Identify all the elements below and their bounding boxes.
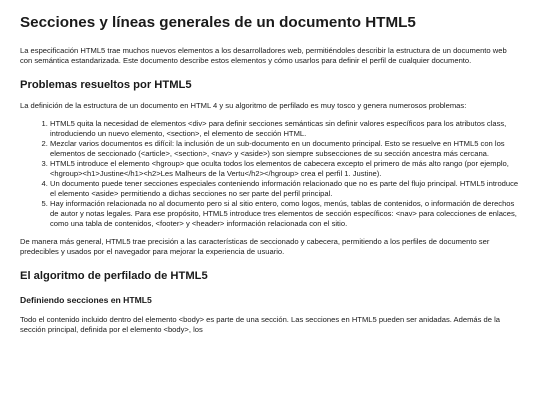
list-item: 5. Hay información relacionada no al documento pero si al sitio entero, como logos, menús, tablas de contenidos, o información de derechos de autor y notas legales. Para ese propósito, HTML5 introduce tres elementos de sección específicos: <nav> para colecciones de enlaces, como una tabla de contenidos, <footer> y <header> información relacionada con el sitio. xyxy=(50,199,520,229)
subsection-heading-defining: Definiendo secciones en HTML5 xyxy=(20,295,152,305)
problems-closing-paragraph: De manera más general, HTML5 trae precisión a las características de seccionado y cabecera, permitiendo a los perfiles de documento ser predecibles y usados por el navegador para mejorar la experiencia de usuario. xyxy=(20,237,490,256)
intro-paragraph: La especificación HTML5 trae muchos nuevos elementos a los desarrolladores web, permitiéndoles describir la estructura de un documento web con semántica estandarizada. Este documento describe estos elementos y cómo usarlos para definir el perfil de cualquier documento. xyxy=(20,46,507,65)
page-title: Secciones y líneas generales de un documento HTML5 xyxy=(20,14,416,31)
defining-paragraph: Todo el contenido incluido dentro del elemento <body> es parte de una sección. Las secciones en HTML5 pueden ser anidadas. Además de la sección principal, definida por el elemento <body>, los xyxy=(20,315,500,334)
list-item: 3. HTML5 introduce el elemento <hgroup> que oculta todos los elementos de cabecera excepto el primero de más alto rango (por ejemplo, <hgroup><h1>Justine</h1><h2>Les Malheurs de la Vertu</h2></hgroup> crea el perfil 1. Justine). xyxy=(50,159,520,179)
section-heading-problems: Problemas resueltos por HTML5 xyxy=(20,79,192,91)
list-item: 4. Un documento puede tener secciones especiales conteniendo información relacionado que no es parte del flujo principal. HTML5 introduce el elemento <aside> permitiendo a dichas secciones no ser parte del perfil principal. xyxy=(50,179,520,199)
problems-intro-paragraph: La definición de la estructura de un documento en HTML 4 y su algoritmo de perfilado es muy tosco y genera numerosos problemas: xyxy=(20,101,467,110)
section-heading-algorithm: El algoritmo de perfilado de HTML5 xyxy=(20,270,208,282)
list-item: 2. Mezclar varios documentos es difícil: la inclusión de un sub-documento en un documento principal. Esto se resuelve en HTML5 con los elementos de seccionado (<article>, <section>, <nav> y <aside>) son siempre subsecciones de su sección ancestra más cercana. xyxy=(50,139,520,159)
list-item: 1. HTML5 quita la necesidad de elementos <div> para definir secciones semánticas sin definir valores específicos para los atributos class, introduciendo un nuevo elemento, <section>, el elemento de sección HTML. xyxy=(50,119,520,139)
problems-list xyxy=(20,119,520,229)
